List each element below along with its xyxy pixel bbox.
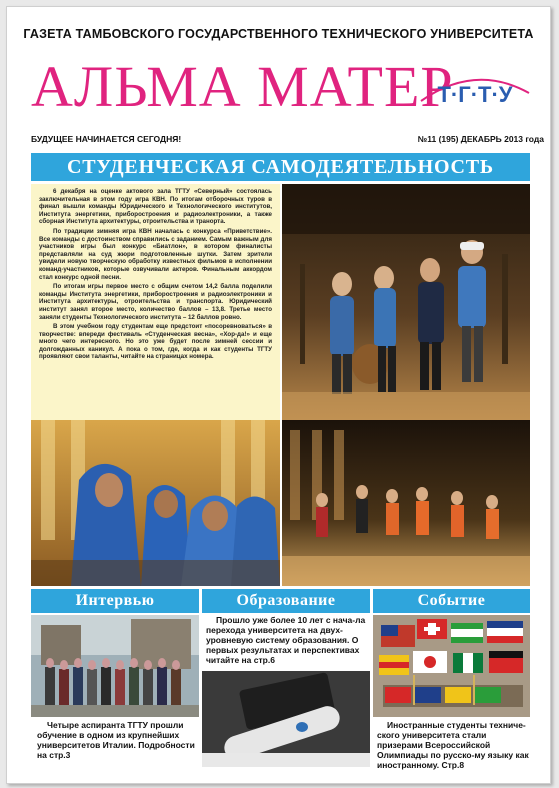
article-paragraph: По итогам игры первое место с общим счетом 14,2 балла поделили команды Института энергетики, приборостроения и радиоэлектроники и Института архитектуры, отроительства и транспорта. Юридический институт занял второе место, количество баллов – 13,8. Третье место заняли студенты Технологического института – 12 баллов ровно.	[39, 283, 272, 321]
article-paragraph: По традиции зимняя игра КВН началась с конкурса «Приветствие». Все команды с достоинством справились с заданием. Самым важным для участников игры был конкурс «Биатлон», в котором финалисты представляли на суд жюри подготовленные шутки. Затем зрители увидели новую творческую обработку известных фильмов в исполнении команд-участников, которые озвучивали актеров. Финальным аккордом стал конкурс одной песни.	[39, 227, 272, 281]
tgtu-logo	[419, 71, 531, 107]
university-line: ГАЗЕТА ТАМБОВСКОГО ГОСУДАРСТВЕННОГО ТЕХНИЧЕСКОГО УНИВЕРСИТЕТА	[23, 27, 534, 41]
article-paragraph: 6 декабря на оценке актового зала ТГТУ «Северный» состоялась заключительная в этом году игра КВН. По итогам отборочных туров в финал вышли команды Юридического и Технологического институтов, Института энергетики, приборостроения и радиоэлектроники, а также сборная Института архитектуры, отроительства и транорта.	[39, 188, 272, 226]
teaser-education	[206, 615, 368, 665]
headline: СТУДЕНЧЕСКАЯ САМОДЕЯТЕЛЬНОСТЬ	[67, 155, 494, 178]
headline-bar	[31, 153, 530, 181]
teaser-event	[377, 720, 529, 770]
section-label-interview: Интервью	[75, 592, 155, 609]
tgtu-logo-text: Т·Г·Т·У	[437, 82, 513, 107]
newspaper-page	[6, 6, 551, 784]
issue-number: №11 (195) ДЕКАБРЬ 2013 года	[417, 134, 544, 144]
photo-stage-dance	[282, 420, 530, 586]
article-paragraph: В этом учебном году студентам еще предстоит «посоревноваться» в творчестве: впереди фестиваль «Студенческая весна», «Хор-да!» и еще много чего интересного. Но это уже будет после зимней сессии и долгожданных каникул. А пока о том, где, когда и как студенты ТГТУ проявляют свои таланты, читайте на страницах номера.	[39, 323, 272, 361]
section-bar-interview	[31, 589, 199, 613]
photo-diploma	[202, 671, 370, 767]
section-label-education: Образование	[236, 592, 336, 609]
photo-students-hoodies	[31, 420, 280, 586]
section-bar-education	[202, 589, 370, 613]
teaser-education-text: Прошло уже более 10 лет с нача-ла перехода университета на двух-уровневую систему образования. О первых результатах и перспективах читайте на стр.6	[206, 615, 366, 665]
section-bar-event	[373, 589, 530, 613]
newspaper-title: АЛЬМА МАТЕР	[31, 54, 454, 119]
photo-group-italy	[31, 615, 199, 717]
lead-article	[31, 184, 280, 422]
teaser-interview	[37, 720, 195, 760]
teaser-event-text: Иностранные студенты техниче-ского университета стали призерами Всероссийской Олимпиады по русско-му языку как иностранному. Стр.8	[377, 720, 529, 770]
teaser-interview-text: Четыре аспиранта ТГТУ прошли обучение в одном из крупнейших университетов Италии. Подробности на стр.3	[37, 720, 195, 760]
section-label-event: Событие	[417, 592, 486, 609]
photo-stage-performance	[282, 184, 530, 422]
slogan: БУДУЩЕЕ НАЧИНАЕТСЯ СЕГОДНЯ!	[31, 134, 182, 144]
photo-flags	[373, 615, 530, 717]
